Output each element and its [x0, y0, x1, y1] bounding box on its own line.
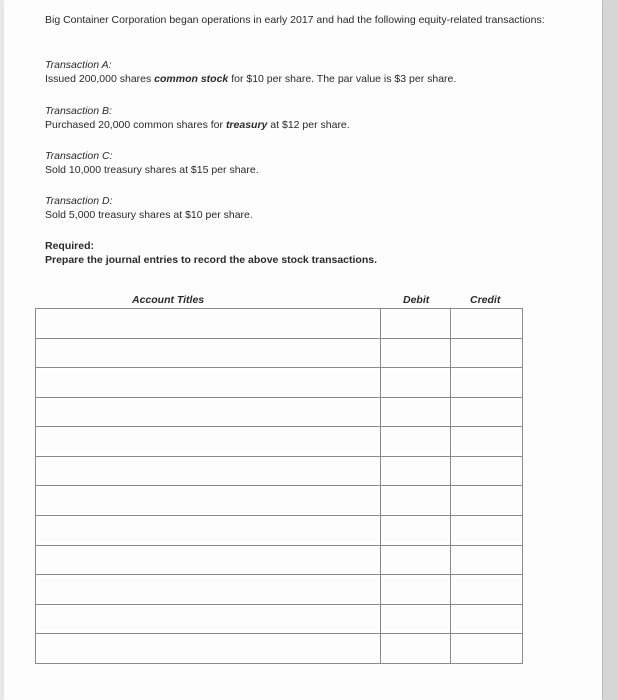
transaction-label: Transaction D:: [45, 195, 113, 207]
account-cell[interactable]: [36, 427, 381, 457]
header-account-titles: Account Titles: [132, 294, 205, 306]
debit-cell[interactable]: [380, 634, 451, 664]
journal-entry-table: [35, 308, 523, 664]
account-cell[interactable]: [36, 634, 381, 664]
account-cell[interactable]: [36, 309, 381, 339]
transaction-a: [45, 58, 456, 86]
credit-cell[interactable]: [451, 545, 523, 575]
credit-cell[interactable]: [451, 516, 523, 546]
transaction-text: Purchased 20,000 common shares for treasury at $12 per share.: [45, 119, 350, 131]
account-cell[interactable]: [36, 456, 381, 486]
header-debit: Debit: [403, 294, 430, 306]
table-row: [36, 634, 523, 664]
account-cell[interactable]: [36, 516, 381, 546]
credit-cell[interactable]: [451, 397, 523, 427]
debit-cell[interactable]: [380, 604, 451, 634]
debit-cell[interactable]: [380, 397, 451, 427]
required-label: Required:: [45, 240, 95, 252]
credit-cell[interactable]: [451, 604, 523, 634]
header-credit: Credit: [470, 294, 501, 306]
intro-paragraph: Big Container Corporation began operations in early 2017 and had the following equity-related transactions:: [45, 14, 545, 26]
credit-cell[interactable]: [451, 338, 523, 368]
credit-cell[interactable]: [451, 634, 523, 664]
required-instruction: Prepare the journal entries to record the above stock transactions.: [45, 254, 378, 266]
table-row: [36, 456, 523, 486]
required-section: [45, 239, 377, 267]
account-cell[interactable]: [36, 397, 381, 427]
credit-cell[interactable]: [451, 575, 523, 605]
table-row: [36, 368, 523, 398]
transaction-text: Issued 200,000 shares common stock for $10 per share. The par value is $3 per share.: [45, 73, 457, 85]
debit-cell[interactable]: [380, 575, 451, 605]
table-row: [36, 545, 523, 575]
table-row: [36, 604, 523, 634]
account-cell[interactable]: [36, 338, 381, 368]
page-edge: [603, 0, 618, 700]
debit-cell[interactable]: [380, 427, 451, 457]
table-row: [36, 516, 523, 546]
debit-cell[interactable]: [380, 516, 451, 546]
table-row: [36, 575, 523, 605]
transaction-text: Sold 5,000 treasury shares at $10 per share.: [45, 209, 253, 221]
debit-cell[interactable]: [380, 368, 451, 398]
credit-cell[interactable]: [451, 486, 523, 516]
credit-cell[interactable]: [451, 309, 523, 339]
transaction-d: [45, 194, 253, 222]
account-cell[interactable]: [36, 545, 381, 575]
account-cell[interactable]: [36, 368, 381, 398]
transaction-label: Transaction A:: [45, 59, 112, 71]
transaction-text: Sold 10,000 treasury shares at $15 per share.: [45, 164, 259, 176]
transaction-c: [45, 149, 259, 177]
debit-cell[interactable]: [380, 309, 451, 339]
account-cell[interactable]: [36, 575, 381, 605]
table-row: [36, 338, 523, 368]
transaction-label: Transaction B:: [45, 105, 112, 117]
debit-cell[interactable]: [380, 456, 451, 486]
table-row: [36, 397, 523, 427]
debit-cell[interactable]: [380, 338, 451, 368]
debit-cell[interactable]: [380, 486, 451, 516]
account-cell[interactable]: [36, 486, 381, 516]
transaction-b: [45, 104, 350, 132]
transaction-label: Transaction C:: [45, 150, 113, 162]
table-row: [36, 486, 523, 516]
table-row: [36, 309, 523, 339]
credit-cell[interactable]: [451, 456, 523, 486]
credit-cell[interactable]: [451, 368, 523, 398]
account-cell[interactable]: [36, 604, 381, 634]
debit-cell[interactable]: [380, 545, 451, 575]
table-row: [36, 427, 523, 457]
credit-cell[interactable]: [451, 427, 523, 457]
